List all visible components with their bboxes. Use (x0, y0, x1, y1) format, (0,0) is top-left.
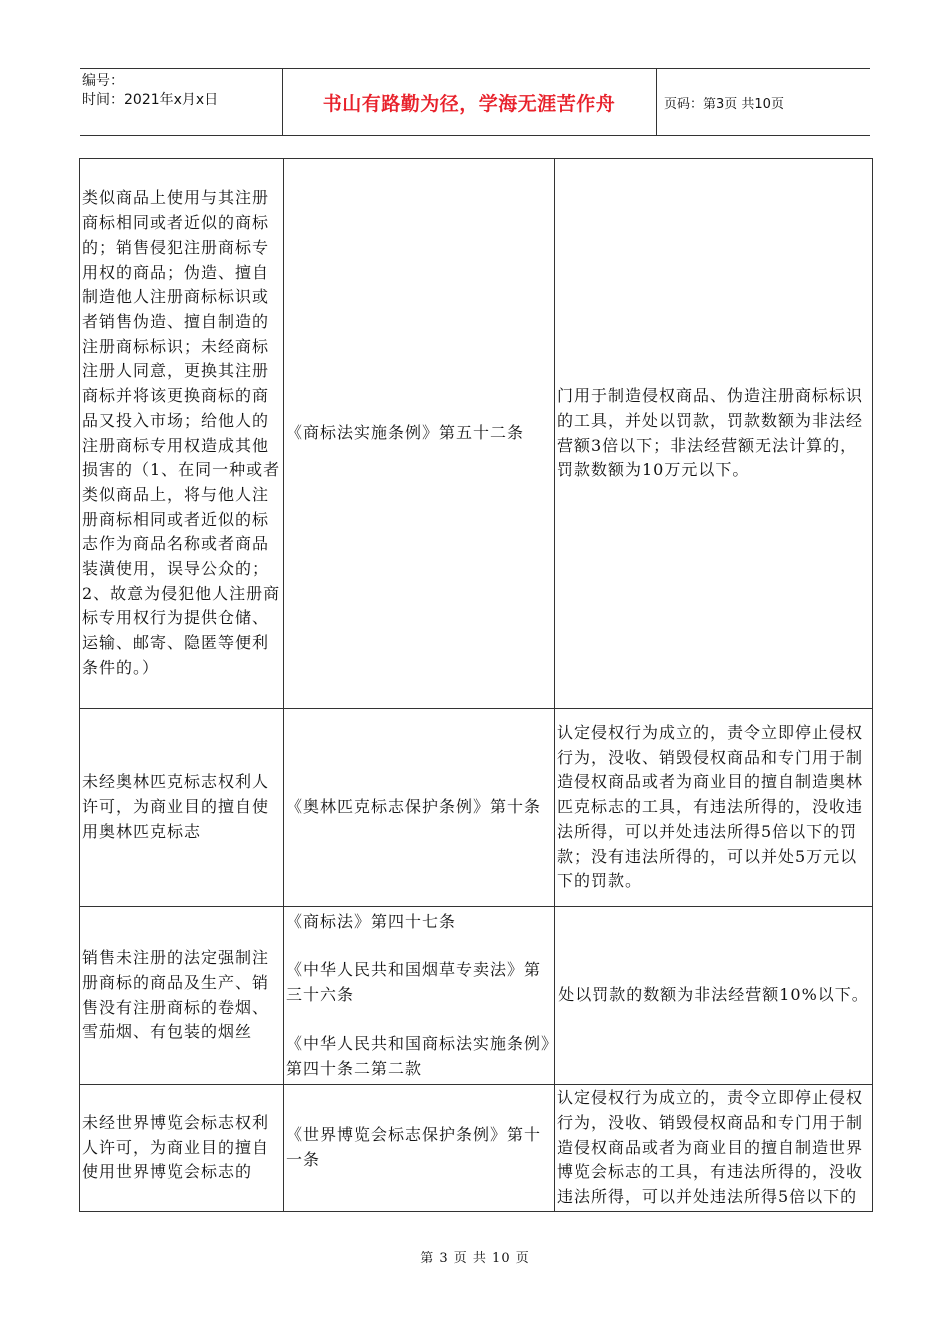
legal-basis-item: 《中华人民共和国商标法实施条例》第四十条二第二款 (286, 1033, 551, 1078)
legal-basis-cell (284, 907, 555, 1085)
header-motto: 书山有路勤为径，学海无涯苦作舟 (322, 92, 616, 115)
penalty-table (79, 158, 873, 1212)
legal-basis-cell: 《奥林匹克标志保护条例》第十条 (284, 709, 555, 907)
violation-cell: 未经世界博览会标志权利人许可，为商业目的擅自使用世界博览会标志的 (80, 1085, 284, 1212)
table-row (80, 709, 873, 907)
document-date: 时间：2021年x月x日 (82, 92, 219, 108)
legal-basis-item: 《商标法》第四十七条 (286, 911, 457, 931)
penalty-cell: 处以罚款的数额为非法经营额10%以下。 (555, 907, 873, 1085)
table-row (80, 1085, 873, 1212)
penalty-cell: 认定侵权行为成立的，责令立即停止侵权行为，没收、销毁侵权商品和专门用于制造侵权商品或者为商业目的擅自制造世界博览会标志的工具，有违法所得的，没收违法所得，可以并处违法所得5倍以下的 (555, 1085, 873, 1212)
violation-cell: 未经奥林匹克标志权利人许可，为商业目的擅自使用奥林匹克标志 (80, 709, 284, 907)
table-row (80, 907, 873, 1085)
penalty-cell: 门用于制造侵权商品、伪造注册商标标识的工具，并处以罚款，罚款数额为非法经营额3倍以下；非法经营额无法计算的，罚款数额为10万元以下。 (555, 159, 873, 709)
header-divider (656, 68, 657, 136)
penalty-cell: 认定侵权行为成立的，责令立即停止侵权行为，没收、销毁侵权商品和专门用于制造侵权商品或者为商业目的擅自制造奥林匹克标志的工具，有违法所得的，没收违法所得，可以并处违法所得5倍以下的罚款；没有违法所得的，可以并处5万元以下的罚款。 (555, 709, 873, 907)
page-header (80, 68, 870, 136)
document-number-label: 编号： (82, 73, 124, 89)
legal-basis-item: 《中华人民共和国烟草专卖法》第三十六条 (286, 960, 542, 1005)
violation-cell: 类似商品上使用与其注册商标相同或者近似的商标的；销售侵犯注册商标专用权的商品；伪造、擅自制造他人注册商标标识或者销售伪造、擅自制造的注册商标标识；未经商标注册人同意，更换其注册商标并将该更换商标的商品又投入市场；给他人的注册商标专用权造成其他损害的（1、在同一种或者类似商品上，将与他人注册商标相同或者近似的标志作为商品名称或者商品装潢使用，误导公众的；2、故意为侵犯他人注册商标专用权行为提供仓储、运输、邮寄、隐匿等便利条件的。） (80, 159, 284, 709)
violation-cell: 销售未注册的法定强制注册商标的商品及生产、销售没有注册商标的卷烟、雪茄烟、有包装的烟丝 (80, 907, 284, 1085)
legal-basis-cell: 《世界博览会标志保护条例》第十一条 (284, 1085, 555, 1212)
header-page-info: 页码：第3页 共10页 (664, 96, 784, 112)
header-meta (82, 72, 280, 110)
legal-basis-cell: 《商标法实施条例》第五十二条 (284, 159, 555, 709)
page-footer: 第 3 页 共 10 页 (420, 1251, 530, 1266)
table-row (80, 159, 873, 709)
